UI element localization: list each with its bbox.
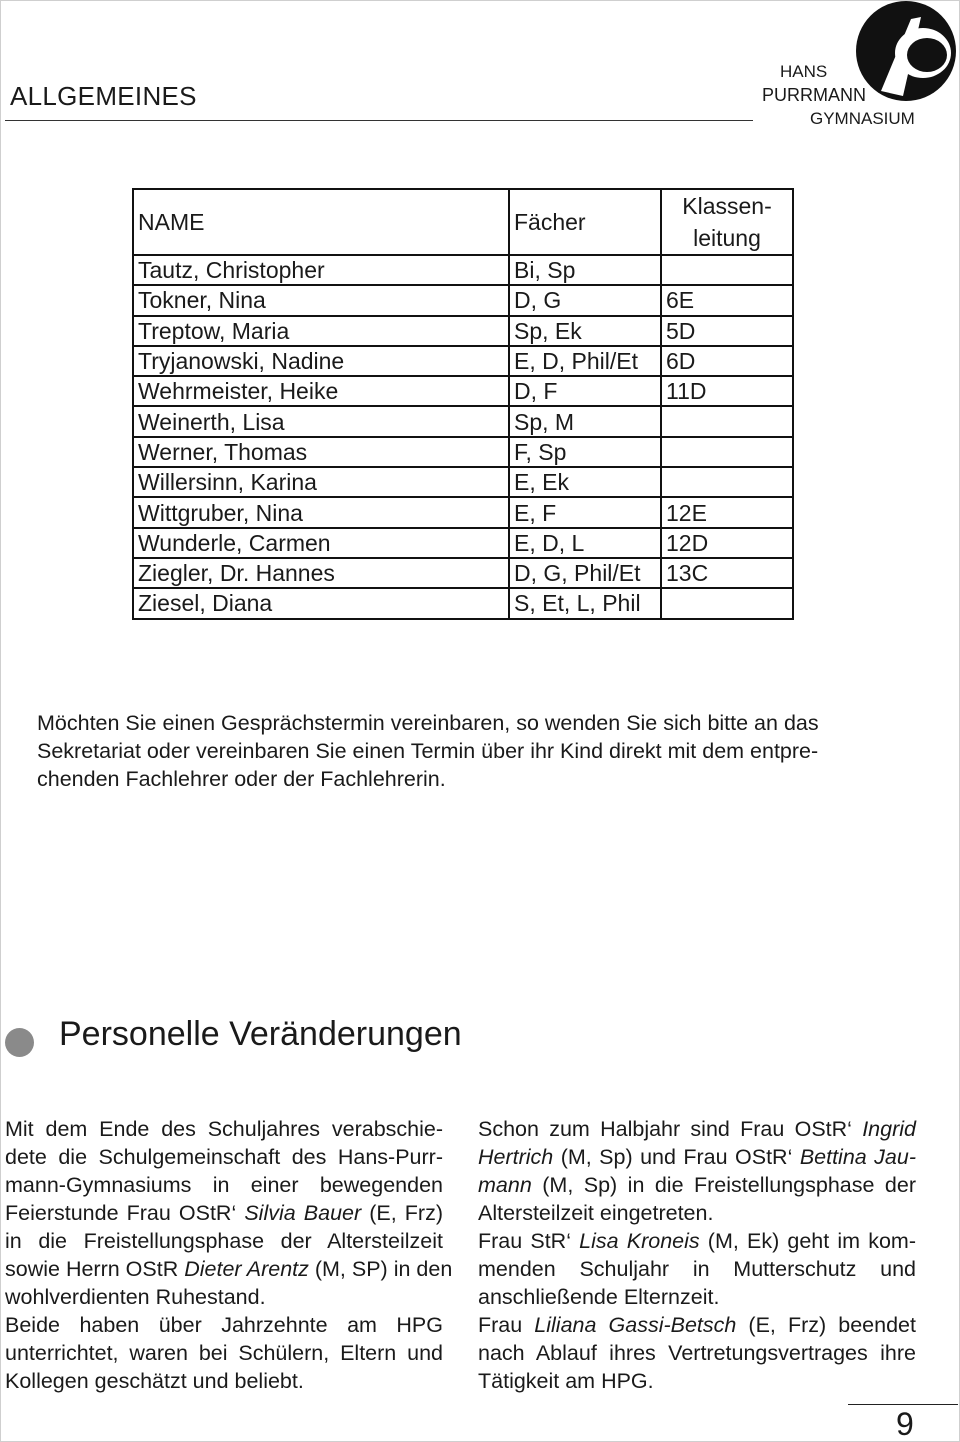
text-line bbox=[478, 1143, 916, 1171]
cell-class-lead: 6E bbox=[661, 285, 793, 315]
text-column-left bbox=[5, 1115, 453, 1395]
cell-name: Tautz, Christopher bbox=[133, 255, 509, 285]
text-run: (M, Sp) und Frau OStR‘ bbox=[553, 1145, 800, 1169]
section-title: ALLGEMEINES bbox=[10, 81, 197, 111]
person-name: Bettina Jau- bbox=[799, 1145, 917, 1169]
cell-subjects: F, Sp bbox=[509, 437, 661, 467]
cell-name: Willersinn, Karina bbox=[133, 467, 509, 497]
person-name: Hertrich bbox=[478, 1145, 554, 1169]
teacher-table bbox=[132, 188, 794, 620]
cell-name: Wehrmeister, Heike bbox=[133, 376, 509, 406]
header-divider bbox=[5, 120, 753, 121]
text-run: Tätigkeit am HPG. bbox=[478, 1369, 654, 1393]
text-run: mann-Gymnasiums in einer bewegenden bbox=[5, 1173, 443, 1197]
text-run: Frau bbox=[478, 1313, 535, 1337]
table-row bbox=[133, 346, 793, 376]
text-line bbox=[5, 1339, 443, 1367]
cell-name: Werner, Thomas bbox=[133, 437, 509, 467]
person-name: Ingrid bbox=[862, 1117, 916, 1141]
text-run: Feierstunde Frau OStR‘ bbox=[5, 1201, 245, 1225]
cell-subjects: S, Et, L, Phil bbox=[509, 588, 661, 618]
cell-class-lead bbox=[661, 437, 793, 467]
cell-class-lead bbox=[661, 467, 793, 497]
table-row bbox=[133, 467, 793, 497]
page-number-rule bbox=[848, 1404, 958, 1405]
text-run: menden Schuljahr in Mutterschutz und bbox=[478, 1257, 916, 1281]
table-row bbox=[133, 255, 793, 285]
person-name: Silvia Bauer bbox=[244, 1201, 362, 1225]
table-row bbox=[133, 588, 793, 618]
cell-subjects: E, D, L bbox=[509, 528, 661, 558]
text-column-right bbox=[478, 1115, 916, 1395]
page-number: 9 bbox=[896, 1406, 914, 1442]
text-line bbox=[478, 1199, 916, 1227]
info-line: Sekretariat oder vereinbaren Sie einen Termin über ihr Kind direkt mit dem entpre- bbox=[37, 739, 819, 763]
cell-subjects: D, G, Phil/Et bbox=[509, 558, 661, 588]
cell-subjects: E, F bbox=[509, 497, 661, 527]
cell-subjects: E, Ek bbox=[509, 467, 661, 497]
table-row bbox=[133, 558, 793, 588]
bullet-icon bbox=[5, 1028, 34, 1057]
header-class-lead: Klassen- leitung bbox=[661, 189, 793, 255]
cell-subjects: Sp, M bbox=[509, 406, 661, 436]
text-line bbox=[5, 1143, 443, 1171]
table-header-row bbox=[133, 189, 793, 255]
table-row bbox=[133, 406, 793, 436]
text-line bbox=[5, 1171, 443, 1199]
cell-name: Ziesel, Diana bbox=[133, 588, 509, 618]
person-name: Dieter Arentz bbox=[184, 1257, 309, 1281]
cell-name: Tokner, Nina bbox=[133, 285, 509, 315]
text-line bbox=[5, 1255, 453, 1283]
person-name: mann bbox=[478, 1173, 532, 1197]
cell-name: Treptow, Maria bbox=[133, 316, 509, 346]
cell-subjects: D, G bbox=[509, 285, 661, 315]
text-line bbox=[478, 1339, 916, 1367]
text-run: Kollegen geschätzt und beliebt. bbox=[5, 1369, 304, 1393]
text-run: (E, Frz) bbox=[361, 1201, 443, 1225]
text-line bbox=[478, 1283, 916, 1311]
text-run: unterrichtet, waren bei Schülern, Eltern und bbox=[5, 1341, 443, 1365]
cell-subjects: Bi, Sp bbox=[509, 255, 661, 285]
text-run: Altersteilzeit eingetreten. bbox=[478, 1201, 714, 1225]
logo-text-gymnasium: GYMNASIUM bbox=[810, 109, 915, 128]
table-row bbox=[133, 285, 793, 315]
text-run: nach Ablauf ihres Vertretungsvertrages ihre bbox=[478, 1341, 916, 1365]
cell-class-lead: 12E bbox=[661, 497, 793, 527]
text-run: Mit dem Ende des Schuljahres verabschie- bbox=[5, 1117, 443, 1141]
cell-subjects: E, D, Phil/Et bbox=[509, 346, 661, 376]
text-line bbox=[5, 1367, 443, 1395]
text-line bbox=[478, 1171, 916, 1199]
text-run: (M, Ek) geht im kom- bbox=[699, 1229, 916, 1253]
cell-name: Ziegler, Dr. Hannes bbox=[133, 558, 509, 588]
text-line bbox=[478, 1367, 916, 1395]
info-line: Möchten Sie einen Gesprächstermin vereinbaren, so wenden Sie sich bitte an das bbox=[37, 711, 819, 735]
text-run: Frau StR‘ bbox=[478, 1229, 580, 1253]
cell-subjects: Sp, Ek bbox=[509, 316, 661, 346]
cell-class-lead bbox=[661, 588, 793, 618]
text-line bbox=[5, 1227, 443, 1255]
header-subjects: Fächer bbox=[509, 189, 661, 255]
cell-class-lead: 5D bbox=[661, 316, 793, 346]
text-line bbox=[478, 1255, 916, 1283]
text-line bbox=[5, 1199, 443, 1227]
cell-name: Weinerth, Lisa bbox=[133, 406, 509, 436]
text-run: (M, SP) in den bbox=[308, 1257, 453, 1281]
cell-subjects: D, F bbox=[509, 376, 661, 406]
person-name: Lisa Kroneis bbox=[579, 1229, 700, 1253]
text-run: wohlverdienten Ruhestand. bbox=[5, 1285, 266, 1309]
appointment-info bbox=[37, 709, 897, 793]
header-name: NAME bbox=[133, 189, 509, 255]
cell-name: Wunderle, Carmen bbox=[133, 528, 509, 558]
school-logo-icon bbox=[851, 1, 957, 107]
table-row bbox=[133, 316, 793, 346]
cell-class-lead: 12D bbox=[661, 528, 793, 558]
cell-class-lead bbox=[661, 255, 793, 285]
text-run: Schon zum Halbjahr sind Frau OStR‘ bbox=[478, 1117, 863, 1141]
logo-text-purrmann: PURRMANN bbox=[762, 85, 867, 105]
text-run: anschließende Elternzeit. bbox=[478, 1285, 720, 1309]
text-run: dete die Schulgemeinschaft des Hans-Purr- bbox=[5, 1145, 443, 1169]
text-line bbox=[478, 1227, 916, 1255]
info-line: chenden Fachlehrer oder der Fachlehrerin. bbox=[37, 767, 446, 791]
logo-text-hans: HANS bbox=[780, 62, 828, 81]
text-run: sowie Herrn OStR bbox=[5, 1257, 185, 1281]
text-line bbox=[5, 1283, 443, 1311]
table-row bbox=[133, 528, 793, 558]
text-line bbox=[5, 1115, 443, 1143]
cell-class-lead: 13C bbox=[661, 558, 793, 588]
cell-class-lead bbox=[661, 406, 793, 436]
text-run: Beide haben über Jahrzehnte am HPG bbox=[5, 1313, 443, 1337]
cell-name: Tryjanowski, Nadine bbox=[133, 346, 509, 376]
text-line bbox=[478, 1115, 916, 1143]
text-line bbox=[478, 1311, 916, 1339]
text-run: in die Freistellungsphase der Altersteilzeit bbox=[5, 1229, 443, 1253]
section-heading: Personelle Veränderungen bbox=[59, 1015, 462, 1053]
text-run: (M, Sp) in die Freistellungsphase der bbox=[531, 1173, 916, 1197]
person-name: Liliana Gassi-Betsch bbox=[534, 1313, 737, 1337]
cell-class-lead: 6D bbox=[661, 346, 793, 376]
table-row bbox=[133, 376, 793, 406]
text-line bbox=[5, 1311, 443, 1339]
text-run: (E, Frz) beendet bbox=[736, 1313, 916, 1337]
cell-class-lead: 11D bbox=[661, 376, 793, 406]
table-row bbox=[133, 437, 793, 467]
table-row bbox=[133, 497, 793, 527]
cell-name: Wittgruber, Nina bbox=[133, 497, 509, 527]
